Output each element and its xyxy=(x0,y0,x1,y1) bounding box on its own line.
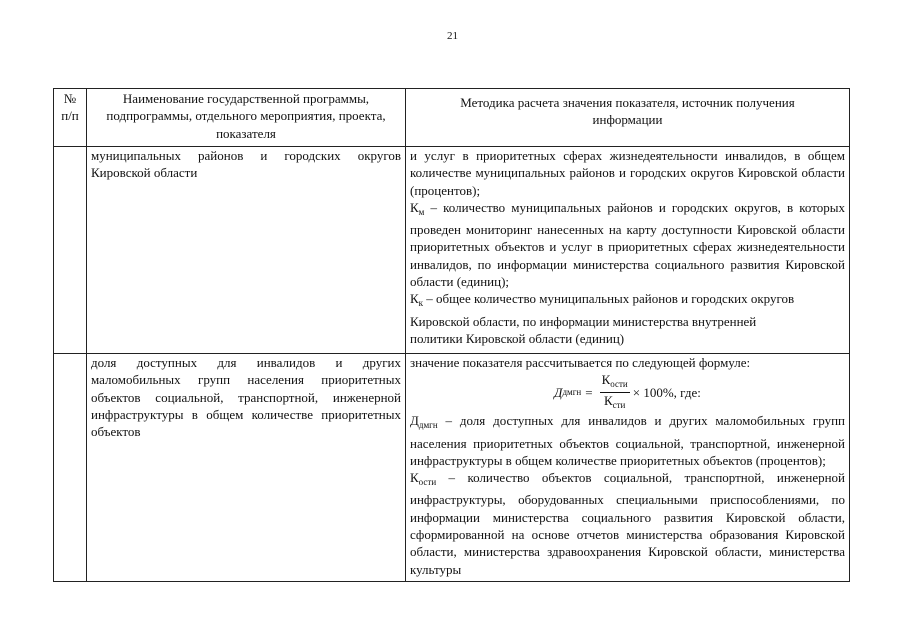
formula-lhs-subscript: дмгн xyxy=(562,386,582,397)
kk-subscript: к xyxy=(418,298,424,309)
kk-symbol: К xyxy=(410,291,419,307)
d-text: – доля доступных для инвалидов и других маломобильных групп населения приоритетных объектов социальной, транспортной, инженерной инфраструктуры в общем количестве приоритетных объектов (процентов); xyxy=(410,413,845,468)
k-subscript: ости xyxy=(418,477,437,488)
table-row xyxy=(54,354,850,582)
row2-num xyxy=(54,354,87,582)
row2-formula-intro: значение показателя рассчитывается по следующей формуле: xyxy=(410,355,751,370)
d-symbol: Д xyxy=(410,413,419,429)
row1-km-definition xyxy=(410,199,845,290)
row1-name xyxy=(87,147,406,354)
km-subscript: м xyxy=(418,206,425,217)
formula-lhs: Д xyxy=(554,384,563,400)
row1-num xyxy=(54,147,87,354)
table-row xyxy=(54,147,850,354)
header-name xyxy=(87,89,406,147)
k-text: – количество объектов социальной, транспортной, инженерной инфраструктуры, оборудованных специальными приспособлениями, по информации министерства социального развития Кировской области, сформированной на основе отчетов министерства образования Кировской области, министерства здравоохранения Кировской области, министерства культуры xyxy=(410,470,845,577)
numerator-symbol: К xyxy=(601,371,611,387)
row2-name xyxy=(87,354,406,582)
formula-fraction xyxy=(600,372,630,413)
row2-d-definition xyxy=(410,412,845,469)
numerator-subscript: ости xyxy=(610,378,628,389)
formula-denominator xyxy=(602,393,627,413)
row1-name-text: муниципальных районов и городских округов Кировской области xyxy=(91,148,401,181)
page-number: 21 xyxy=(447,30,458,42)
header-num xyxy=(54,89,87,147)
header-method xyxy=(406,89,850,147)
header-name-label: Наименование государственной программы, подпрограммы, отдельного мероприятия, проекта, показателя xyxy=(106,91,386,141)
indicator-table xyxy=(53,88,850,582)
row2-name-text: доля доступных для инвалидов и других маломобильных групп населения приоритетных объектов социальной, транспортной, инженерной инфраструктуры в общем количестве приоритетных объектов xyxy=(91,355,401,440)
km-symbol: К xyxy=(410,199,419,215)
table-header-row xyxy=(54,89,850,147)
k-symbol: К xyxy=(410,470,419,486)
row2-k-definition xyxy=(410,469,845,578)
header-method-label: Методика расчета значения показателя, источник получения информации xyxy=(460,95,795,128)
km-text: – количество муниципальных районов и городских округов, в которых проведен мониторинг нанесенных на карту доступности Кировской области приоритетных объектов и услуг в приоритетных сферах жизнедеятельности инвалидов, по информации министерства социального развития Кировской области (единиц); xyxy=(410,199,845,290)
row1-kk-definition xyxy=(410,290,845,347)
formula-numerator xyxy=(600,372,630,393)
formula-tail: × 100%, где: xyxy=(632,384,701,400)
header-num-label: № п/п xyxy=(61,91,79,124)
formula xyxy=(410,372,845,412)
d-subscript: дмгн xyxy=(418,420,438,431)
denominator-symbol: К xyxy=(603,392,613,408)
row1-method-p1: и услуг в приоритетных сферах жизнедеятельности инвалидов, в общем количестве муниципальных районов и городских округов Кировской области (процентов); xyxy=(410,148,845,198)
row1-method xyxy=(406,147,850,354)
kk-text: – общее количество муниципальных районов и городских округов Кировской области, по информации министерства внутренней политики Кировской области (единиц) xyxy=(410,291,795,346)
formula-equals: = xyxy=(585,384,593,400)
row2-method xyxy=(406,354,850,582)
denominator-subscript: сти xyxy=(612,399,626,410)
